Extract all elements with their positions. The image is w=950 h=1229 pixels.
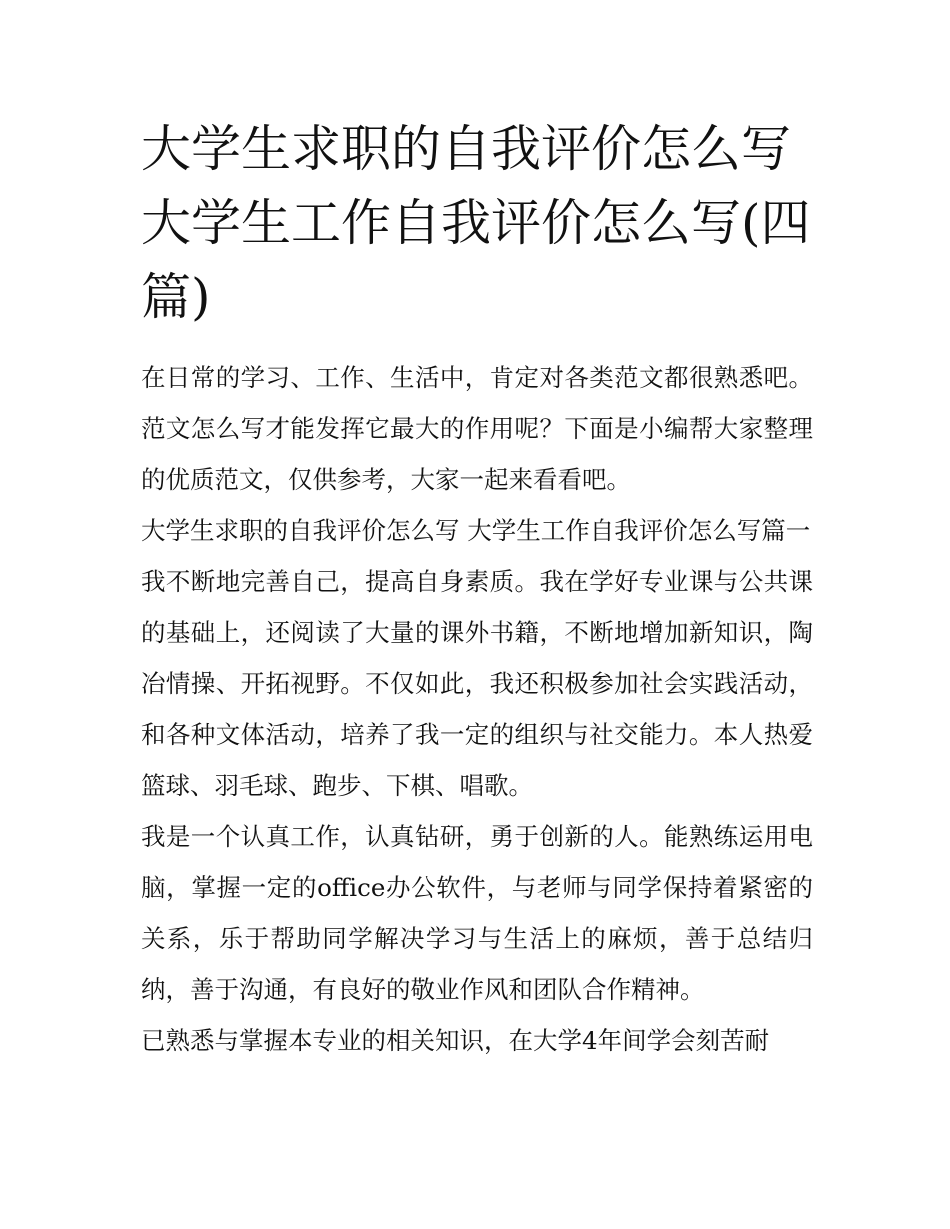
body-paragraph-3: 已熟悉与掌握本专业的相关知识，在大学4年间学会刻苦耐 <box>141 1026 770 1055</box>
body-paragraph-2: 我是一个认真工作，认真钻研，勇于创新的人。能熟练运用电脑，掌握一定的office办公软件，与老师与同学保持着紧密的关系，乐于帮助同学解决学习与生活上的麻烦，善于总结归纳，善于沟通，有良好的敬业作风和团队合作精神。 <box>141 822 813 1004</box>
document-title: 大学生求职的自我评价怎么写 大学生工作自我评价怎么写(四篇) <box>141 120 811 326</box>
section-heading: 大学生求职的自我评价怎么写 大学生工作自我评价怎么写篇一 <box>141 516 811 545</box>
intro-paragraph: 在日常的学习、工作、生活中，肯定对各类范文都很熟悉吧。范文怎么写才能发挥它最大的作用呢？下面是小编帮大家整理的优质范文，仅供参考，大家一起来看看吧。 <box>141 363 813 494</box>
document-page <box>141 112 813 1066</box>
body-paragraph-1: 我不断地完善自己，提高自身素质。我在学好专业课与公共课的基础上，还阅读了大量的课外书籍，不断地增加新知识，陶冶情操、开拓视野。不仅如此，我还积极参加社会实践活动，和各种文体活动，培养了我一定的组织与社交能力。本人热爱篮球、羽毛球、跑步、下棋、唱歌。 <box>141 567 813 800</box>
